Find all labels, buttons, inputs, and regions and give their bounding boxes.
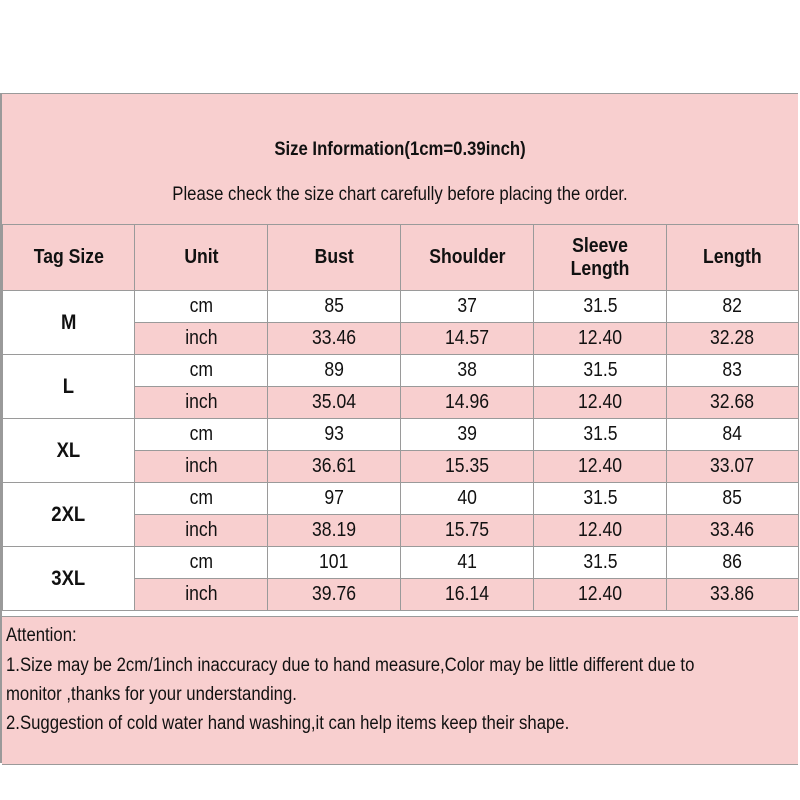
attention-box bbox=[2, 616, 798, 765]
order-note: Please check the size chart carefully before placing the order. bbox=[172, 184, 628, 205]
sleeve-length-cell: 12.40 bbox=[534, 323, 667, 355]
header-tag-size: Tag Size bbox=[3, 225, 135, 291]
size-chart bbox=[2, 93, 798, 763]
shoulder-cell: 37 bbox=[401, 291, 534, 323]
sleeve-length-cell: 12.40 bbox=[534, 515, 667, 547]
length-cell: 82 bbox=[667, 291, 799, 323]
size-row-cm bbox=[3, 291, 799, 323]
sleeve-length-cell: 31.5 bbox=[534, 291, 667, 323]
shoulder-cell: 38 bbox=[401, 355, 534, 387]
size-row-cm bbox=[3, 547, 799, 579]
header-unit: Unit bbox=[135, 225, 268, 291]
attention-line-2: monitor ,thanks for your understanding. bbox=[6, 684, 297, 705]
bust-cell: 39.76 bbox=[268, 579, 401, 611]
size-row-cm bbox=[3, 483, 799, 515]
bust-cell: 33.46 bbox=[268, 323, 401, 355]
unit-cell: cm bbox=[135, 291, 268, 323]
bust-cell: 85 bbox=[268, 291, 401, 323]
unit-cell: cm bbox=[135, 419, 268, 451]
header-sleeve-length: Sleeve Length bbox=[534, 225, 667, 291]
length-cell: 32.28 bbox=[667, 323, 799, 355]
tag-size-cell: XL bbox=[3, 419, 135, 483]
size-table bbox=[2, 224, 799, 611]
shoulder-cell: 40 bbox=[401, 483, 534, 515]
unit-cell: cm bbox=[135, 355, 268, 387]
sleeve-length-cell: 31.5 bbox=[534, 547, 667, 579]
sleeve-length-cell: 12.40 bbox=[534, 451, 667, 483]
sleeve-length-cell: 12.40 bbox=[534, 387, 667, 419]
shoulder-cell: 15.75 bbox=[401, 515, 534, 547]
bust-cell: 97 bbox=[268, 483, 401, 515]
chart-title: Size Information(1cm=0.39inch) bbox=[274, 139, 526, 160]
bust-cell: 89 bbox=[268, 355, 401, 387]
bust-cell: 36.61 bbox=[268, 451, 401, 483]
length-cell: 33.86 bbox=[667, 579, 799, 611]
unit-cell: inch bbox=[135, 515, 268, 547]
bust-cell: 93 bbox=[268, 419, 401, 451]
shoulder-cell: 15.35 bbox=[401, 451, 534, 483]
length-cell: 33.46 bbox=[667, 515, 799, 547]
shoulder-cell: 14.96 bbox=[401, 387, 534, 419]
unit-cell: inch bbox=[135, 323, 268, 355]
shoulder-cell: 16.14 bbox=[401, 579, 534, 611]
attention-line-1: 1.Size may be 2cm/1inch inaccuracy due to hand measure,Color may be little different due to bbox=[6, 655, 695, 676]
sleeve-length-cell: 12.40 bbox=[534, 579, 667, 611]
tag-size-cell: 3XL bbox=[3, 547, 135, 611]
header-row bbox=[3, 225, 799, 291]
unit-cell: cm bbox=[135, 547, 268, 579]
size-row-cm bbox=[3, 355, 799, 387]
shoulder-cell: 14.57 bbox=[401, 323, 534, 355]
tag-size-cell: M bbox=[3, 291, 135, 355]
sleeve-length-cell: 31.5 bbox=[534, 419, 667, 451]
header-bust: Bust bbox=[268, 225, 401, 291]
header-shoulder: Shoulder bbox=[401, 225, 534, 291]
shoulder-cell: 39 bbox=[401, 419, 534, 451]
attention-line-3: 2.Suggestion of cold water hand washing,it can help items keep their shape. bbox=[6, 713, 570, 734]
length-cell: 32.68 bbox=[667, 387, 799, 419]
length-cell: 33.07 bbox=[667, 451, 799, 483]
note-row bbox=[2, 160, 798, 225]
length-cell: 84 bbox=[667, 419, 799, 451]
header-length: Length bbox=[667, 225, 799, 291]
tag-size-cell: L bbox=[3, 355, 135, 419]
tag-size-cell: 2XL bbox=[3, 483, 135, 547]
unit-cell: inch bbox=[135, 451, 268, 483]
attention-heading: Attention: bbox=[6, 625, 77, 646]
unit-cell: cm bbox=[135, 483, 268, 515]
unit-cell: inch bbox=[135, 387, 268, 419]
size-row-cm bbox=[3, 419, 799, 451]
unit-cell: inch bbox=[135, 579, 268, 611]
length-cell: 85 bbox=[667, 483, 799, 515]
shoulder-cell: 41 bbox=[401, 547, 534, 579]
bust-cell: 35.04 bbox=[268, 387, 401, 419]
sleeve-length-cell: 31.5 bbox=[534, 483, 667, 515]
length-cell: 86 bbox=[667, 547, 799, 579]
bust-cell: 101 bbox=[268, 547, 401, 579]
title-row bbox=[2, 93, 798, 162]
sleeve-length-cell: 31.5 bbox=[534, 355, 667, 387]
bust-cell: 38.19 bbox=[268, 515, 401, 547]
length-cell: 83 bbox=[667, 355, 799, 387]
